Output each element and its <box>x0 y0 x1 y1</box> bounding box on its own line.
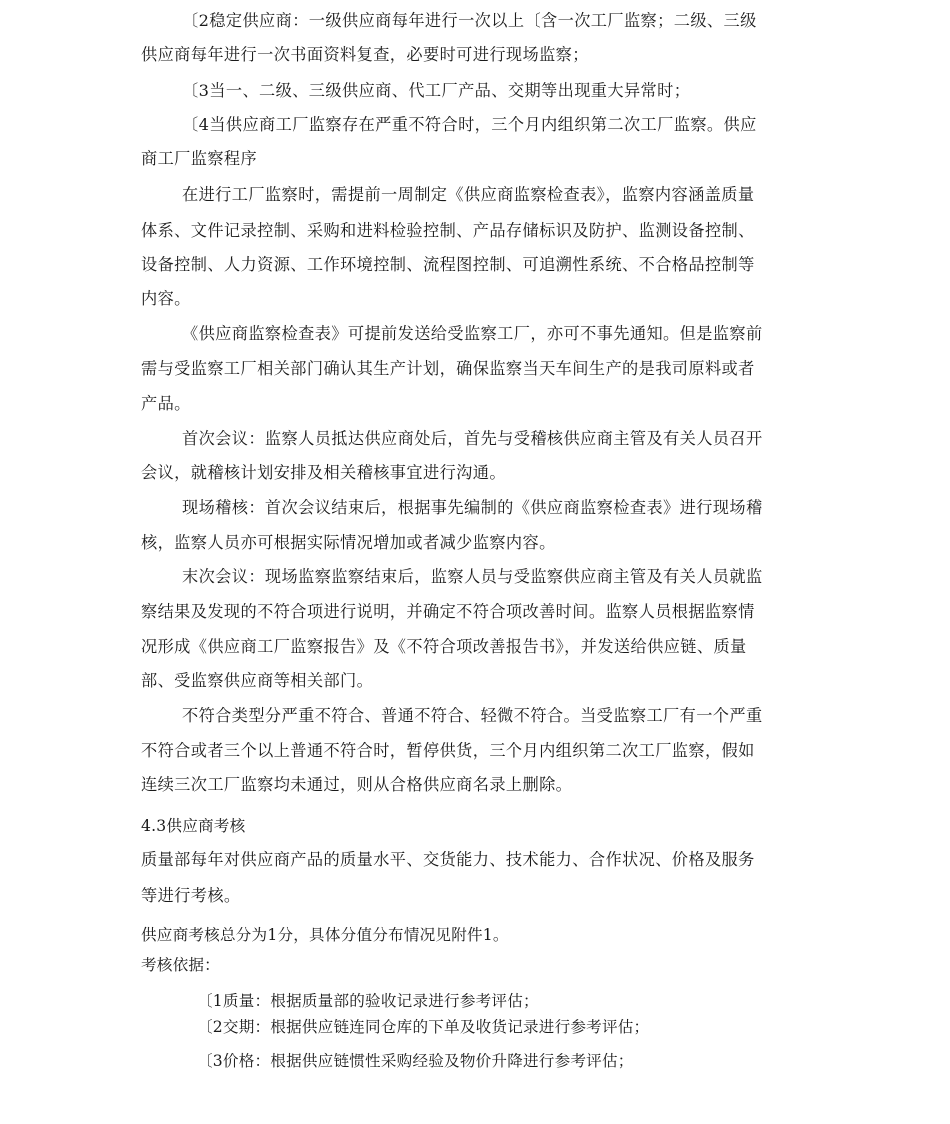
paragraph-line: 末次会议：现场监察监察结束后，监察人员与受监察供应商主管及有关人员就监 <box>182 567 763 586</box>
paragraph-line: 〔4当供应商工厂监察存在严重不符合时，三个月内组织第二次工厂监察。供应 <box>182 115 757 134</box>
section-heading: 4.3供应商考核 <box>141 817 246 835</box>
list-item: 〔2交期：根据供应链连同仓库的下单及收货记录进行参考评估； <box>197 1018 650 1036</box>
paragraph-line: 连续三次工厂监察均未通过，则从合格供应商名录上删除。 <box>141 775 573 794</box>
list-item: 〔1质量：根据质量部的验收记录进行参考评估； <box>197 992 539 1010</box>
paragraph-line: 首次会议：监察人员抵达供应商处后，首先与受稽核供应商主管及有关人员召开 <box>182 429 763 448</box>
paragraph-line: 需与受监察工厂相关部门确认其生产计划，确保监察当天车间生产的是我司原料或者 <box>141 359 755 378</box>
paragraph-line: 况形成《供应商工厂监察报告》及《不符合项改善报告书》，并发送给供应链、质量 <box>141 637 747 656</box>
paragraph-line: 内容。 <box>141 289 191 308</box>
paragraph-line: 考核依据： <box>141 956 220 974</box>
paragraph-line: 质量部每年对供应商产品的质量水平、交货能力、技术能力、合作状况、价格及服务 <box>141 850 755 869</box>
paragraph-line: 《供应商监察检查表》可提前发送给受监察工厂，亦可不事先通知。但是监察前 <box>182 324 763 343</box>
paragraph-line: 在进行工厂监察时，需提前一周制定《供应商监察检查表》，监察内容涵盖质量 <box>182 185 755 204</box>
paragraph-line: 体系、文件记录控制、采购和进料检验控制、产品存储标识及防护、监测设备控制、 <box>141 221 755 240</box>
paragraph-line: 商工厂监察程序 <box>141 149 258 168</box>
paragraph-line: 等进行考核。 <box>141 886 241 905</box>
paragraph-line: 供应商考核总分为1分，具体分值分布情况见附件1。 <box>141 926 509 944</box>
paragraph-line: 不符合或者三个以上普通不符合时，暂停供货，三个月内组织第二次工厂监察，假如 <box>141 741 755 760</box>
paragraph-line: 产品。 <box>141 394 191 413</box>
paragraph-line: 察结果及发现的不符合项进行说明，并确定不符合项改善时间。监察人员根据监察情 <box>141 602 755 621</box>
paragraph-line: 设备控制、人力资源、工作环境控制、流程图控制、可追溯性系统、不合格品控制等 <box>141 255 755 274</box>
list-item: 〔3价格：根据供应链惯性采购经验及物价升降进行参考评估； <box>197 1052 634 1070</box>
paragraph-line: 〔3当一、二级、三级供应商、代工厂产品、交期等出现重大异常时； <box>182 81 691 100</box>
paragraph-line: 供应商每年进行一次书面资料复查，必要时可进行现场监察； <box>141 45 589 64</box>
paragraph-line: 〔2稳定供应商：一级供应商每年进行一次以上〔含一次工厂监察；二级、三级 <box>182 11 757 30</box>
paragraph-line: 部、受监察供应商等相关部门。 <box>141 671 374 690</box>
paragraph-line: 会议，就稽核计划安排及相关稽核事宜进行沟通。 <box>141 463 506 482</box>
paragraph-line: 不符合类型分严重不符合、普通不符合、轻微不符合。当受监察工厂有一个严重 <box>182 706 763 725</box>
paragraph-line: 现场稽核：首次会议结束后，根据事先编制的《供应商监察检查表》进行现场稽 <box>182 498 763 517</box>
paragraph-line: 核，监察人员亦可根据实际情况增加或者减少监察内容。 <box>141 533 556 552</box>
